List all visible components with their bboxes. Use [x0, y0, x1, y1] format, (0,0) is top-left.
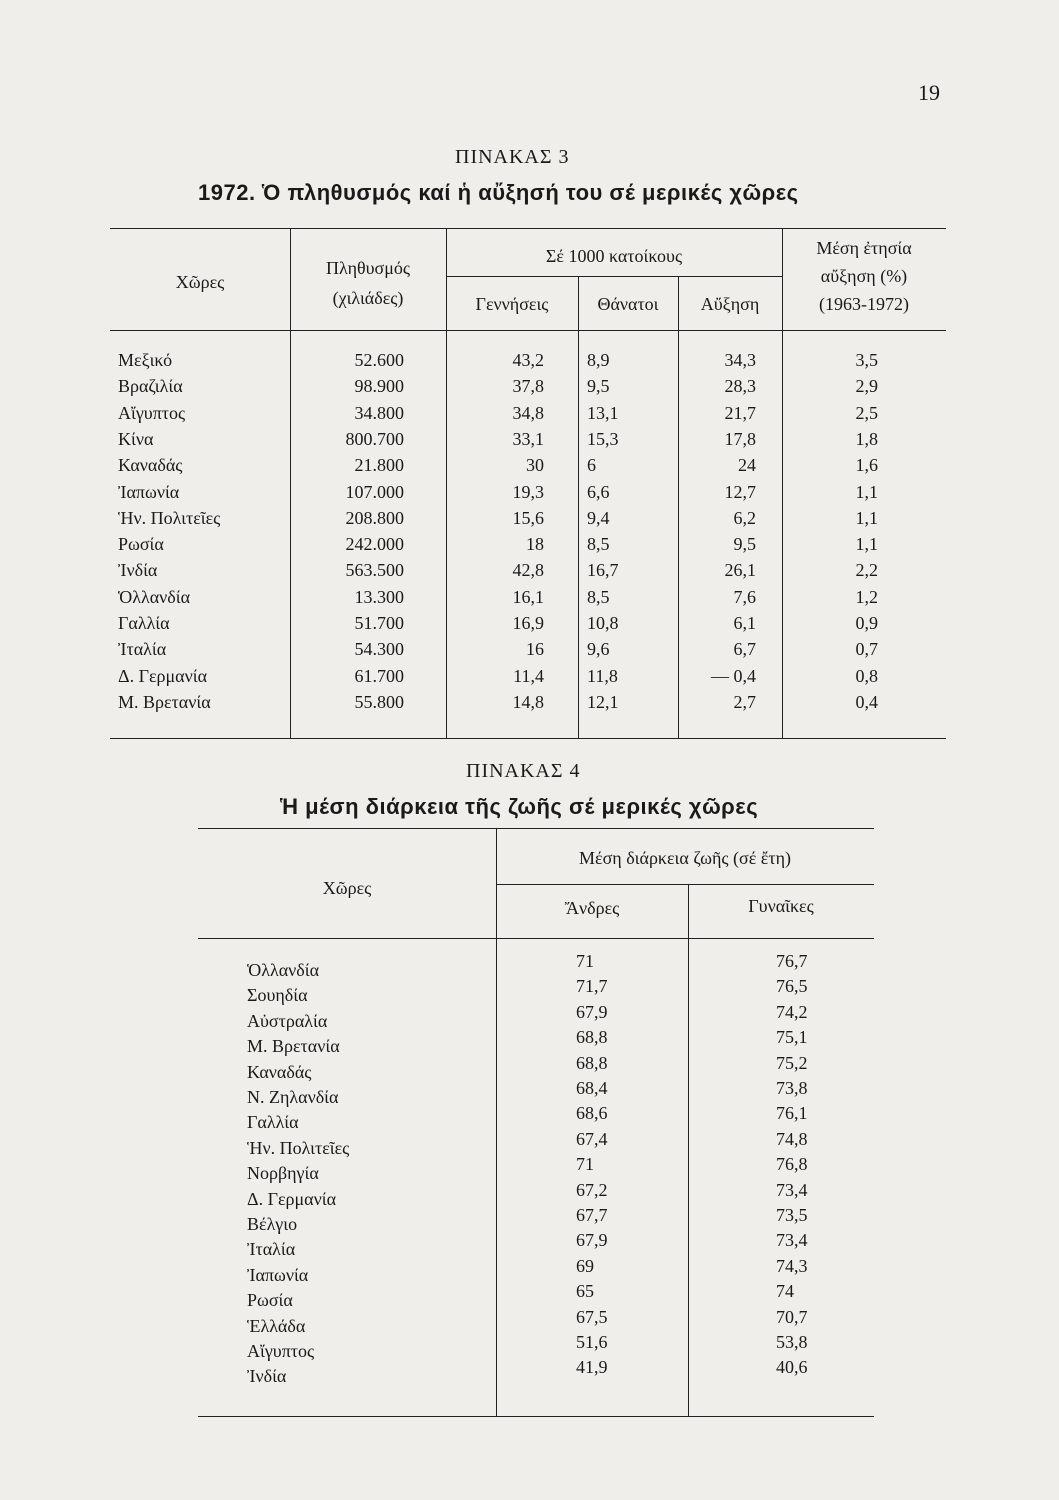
table3-country: Ἡν. Πολιτεῖες — [118, 507, 221, 528]
table4-women: 73,8 — [776, 1078, 808, 1098]
table3-population: 800.700 — [345, 428, 404, 449]
table3-country: Κίνα — [118, 428, 154, 449]
table4-men: 65 — [576, 1281, 594, 1302]
table3-births: 15,6 — [512, 507, 544, 528]
table3-vrule — [678, 276, 679, 738]
table3-growth: 6,7 — [733, 639, 756, 660]
table4-men: 67,9 — [576, 1230, 608, 1251]
table3-deaths: 6,6 — [587, 481, 610, 502]
table3-country: Μ. Βρετανία — [118, 691, 211, 712]
table3-births: 30 — [526, 455, 544, 476]
table4-men: 41,9 — [576, 1357, 608, 1378]
table4-women: 74,3 — [776, 1255, 808, 1276]
table3-annual: 0,4 — [855, 691, 878, 712]
table4-country: Ἡν. Πολιτεῖες — [247, 1137, 350, 1158]
table3-annual: 0,8 — [855, 665, 878, 686]
table3-col-annual-line2: αὔξηση (%) — [820, 266, 908, 286]
table4-men: 71,7 — [576, 976, 608, 997]
table3-deaths: 10,8 — [587, 613, 619, 633]
table3-annual: 1,6 — [855, 455, 878, 476]
table4-top-rule — [198, 828, 874, 829]
table4-title: Ἡ μέση διάρκεια τῆς ζωῆς σέ μερικές χῶρες — [280, 794, 759, 819]
table4-country: Ὁλλανδία — [247, 960, 320, 980]
table3-growth: 26,1 — [724, 560, 756, 581]
table3-annual: 3,5 — [855, 350, 878, 370]
table3-deaths: 6 — [587, 455, 596, 476]
table3-country: Βραζιλία — [118, 376, 183, 397]
table4-group-rule — [496, 884, 874, 885]
table3-deaths: 16,7 — [587, 560, 619, 581]
table3-births: 37,8 — [512, 376, 544, 397]
table4-men: 68,8 — [576, 1027, 608, 1048]
table4-women: 73,5 — [776, 1205, 808, 1225]
table3-title: 1972. Ὁ πληθυσμός καί ἡ αὔξησή του σέ μερικές χῶρες — [198, 180, 799, 205]
table3-annual: 1,1 — [855, 507, 878, 528]
table3-country: Γαλλία — [118, 613, 170, 633]
table4-country: Γαλλία — [247, 1112, 299, 1133]
table3-population: 61.700 — [354, 665, 404, 686]
table4-country: Ἑλλάδα — [247, 1315, 306, 1336]
table4-women: 76,8 — [776, 1154, 808, 1175]
table4-country: Αὐστραλία — [247, 1010, 328, 1031]
table3-annual: 1,8 — [855, 428, 878, 449]
table4-vrule — [688, 884, 689, 1416]
table3-header-rule — [110, 330, 946, 331]
table4-col-women: Γυναῖκες — [748, 896, 814, 916]
table3-deaths: 9,5 — [587, 376, 610, 397]
table3-births: 16 — [526, 639, 544, 660]
table3-col-annual-years: (1963-1972) — [819, 294, 909, 314]
table3-country: Ὁλλανδία — [118, 586, 191, 607]
table3-population: 98.900 — [354, 376, 404, 397]
table3-deaths: 8,9 — [587, 350, 610, 370]
table4-men: 68,4 — [576, 1078, 608, 1098]
table4-country: Δ. Γερμανία — [247, 1188, 337, 1209]
table3-col-growth: Αὔξηση — [700, 294, 760, 314]
table3-top-rule — [110, 228, 946, 229]
table3-growth: 6,2 — [733, 507, 756, 528]
table3-deaths: 9,4 — [587, 507, 610, 528]
table4-men: 67,9 — [576, 1001, 608, 1022]
table3-heading: ΠΙΝΑΚΑΣ 3 — [455, 146, 570, 168]
table3-annual: 1,2 — [855, 586, 878, 607]
table3-growth: 28,3 — [724, 376, 756, 397]
table3-col-annual: Μέση ἐτησία — [816, 238, 912, 258]
table3-col-population-unit: (χιλιάδες) — [332, 288, 404, 308]
table3-country: Δ. Γερμανία — [118, 665, 208, 686]
table4-country: Ἰαπωνία — [247, 1264, 309, 1285]
table3-growth: — 0,4 — [711, 665, 756, 686]
table4-country: Αἴγυπτος — [247, 1341, 315, 1361]
table3-growth: 34,3 — [724, 350, 756, 370]
table3-births: 43,2 — [512, 350, 544, 370]
table4-women: 53,8 — [776, 1332, 808, 1352]
table4-women: 74 — [776, 1281, 794, 1302]
table3-group-per-1000: Σέ 1000 κατοίκους — [545, 246, 683, 266]
table3-births: 16,9 — [512, 613, 544, 633]
table3-population: 107.000 — [345, 481, 404, 502]
table4-country: Ἰταλία — [247, 1239, 296, 1260]
table3-births: 33,1 — [512, 428, 544, 449]
table3-population: 242.000 — [345, 534, 404, 555]
table4-country: Βέλγιο — [247, 1214, 298, 1234]
table4-men: 67,7 — [576, 1205, 608, 1225]
table3-population: 34.800 — [354, 402, 404, 423]
table4-men: 71 — [576, 951, 594, 971]
table3-country: Καναδάς — [118, 455, 183, 476]
table3-births: 16,1 — [512, 586, 544, 607]
table3-country: Αἴγυπτος — [118, 402, 186, 423]
table4-men: 67,5 — [576, 1306, 608, 1327]
table4-men: 68,6 — [576, 1103, 608, 1124]
table3-population: 208.800 — [345, 507, 404, 528]
table3-population: 21.800 — [354, 455, 404, 476]
table3-col-births: Γεννήσεις — [475, 294, 549, 314]
table3-population: 55.800 — [354, 691, 404, 712]
table4-women: 74,8 — [776, 1128, 808, 1149]
table4-women: 75,2 — [776, 1052, 808, 1073]
table3-country: Ἰταλία — [118, 639, 167, 660]
table4-col-men: Ἄνδρες — [564, 898, 620, 918]
table3-annual: 1,1 — [855, 534, 878, 555]
table4-country: Ἰνδία — [247, 1366, 287, 1387]
table4-country: Σουηδία — [247, 985, 308, 1006]
table3-col-population: Πληθυσμός — [326, 258, 410, 278]
table4-men: 51,6 — [576, 1332, 608, 1352]
table4-country: Ρωσία — [247, 1290, 293, 1311]
table3-births: 14,8 — [512, 691, 544, 712]
table3-growth: 21,7 — [724, 402, 756, 423]
table4-header-rule — [198, 938, 874, 939]
table3-births: 19,3 — [512, 481, 544, 502]
table3-deaths: 15,3 — [587, 428, 619, 449]
table4-bottom-rule — [198, 1416, 874, 1417]
table3-population: 51.700 — [354, 613, 404, 633]
table4-country: Μ. Βρετανία — [247, 1036, 340, 1057]
table3-deaths: 9,6 — [587, 639, 610, 660]
table4-country: Ν. Ζηλανδία — [247, 1087, 339, 1107]
table4-men: 71 — [576, 1154, 594, 1175]
table4-women: 76,7 — [776, 951, 808, 971]
table3-country: Ἰαπωνία — [118, 481, 180, 502]
table3-annual: 2,5 — [855, 402, 878, 423]
table3-births: 11,4 — [513, 665, 544, 686]
table3-deaths: 8,5 — [587, 534, 610, 555]
table3-annual: 2,9 — [855, 376, 878, 397]
table4-men: 68,8 — [576, 1052, 608, 1073]
table3-growth: 12,7 — [724, 481, 756, 502]
table3-vrule — [578, 276, 579, 738]
table3-bottom-rule — [110, 738, 946, 739]
table3-deaths: 8,5 — [587, 586, 610, 607]
table3-growth: 7,6 — [733, 586, 756, 607]
table4-heading: ΠΙΝΑΚΑΣ 4 — [466, 760, 581, 782]
table4-women: 75,1 — [776, 1027, 808, 1048]
table3-annual: 0,9 — [855, 613, 878, 633]
table4-col-countries: Χῶρες — [322, 878, 372, 898]
table3-growth: 24 — [738, 455, 756, 476]
table3-deaths: 11,8 — [587, 665, 618, 686]
table4-country: Καναδάς — [247, 1061, 312, 1082]
table3-deaths: 12,1 — [587, 691, 619, 712]
table3-births: 34,8 — [512, 402, 544, 423]
table3-births: 42,8 — [512, 560, 544, 581]
table4-women: 70,7 — [776, 1306, 808, 1327]
table3-population: 563.500 — [345, 560, 404, 581]
table3-annual: 1,1 — [855, 481, 878, 502]
table4-women: 73,4 — [776, 1230, 808, 1251]
page-number: 19 — [918, 80, 940, 105]
table4-women: 76,1 — [776, 1103, 808, 1124]
table3-col-countries: Χῶρες — [175, 272, 225, 292]
table4-group-life: Μέση διάρκεια ζωῆς (σέ ἔτη) — [579, 848, 791, 868]
table3-growth: 2,7 — [733, 691, 756, 712]
table3-country: Μεξικό — [118, 350, 173, 370]
table3-country: Ἰνδία — [118, 560, 158, 581]
table3-annual: 0,7 — [855, 639, 878, 660]
table3-deaths: 13,1 — [587, 402, 619, 423]
table4-men: 67,2 — [576, 1179, 608, 1200]
table3-annual: 2,2 — [855, 560, 878, 581]
table4-women: 74,2 — [776, 1001, 808, 1022]
table4-women: 73,4 — [776, 1179, 808, 1200]
table3-growth: 6,1 — [733, 613, 756, 633]
table3-growth: 9,5 — [733, 534, 756, 555]
table3-births: 18 — [526, 534, 544, 555]
table3-population: 13.300 — [354, 586, 404, 607]
table3-col-deaths: Θάνατοι — [597, 294, 659, 314]
table4-men: 69 — [576, 1255, 594, 1276]
table4-country: Νορβηγία — [247, 1163, 319, 1184]
table4-women: 40,6 — [776, 1357, 808, 1378]
table4-men: 67,4 — [576, 1128, 608, 1149]
table4-women: 76,5 — [776, 976, 808, 997]
table3-country: Ρωσία — [118, 534, 164, 555]
table3-population: 54.300 — [354, 639, 404, 660]
table3-population: 52.600 — [354, 350, 404, 370]
table3-group-rule — [446, 276, 782, 277]
table3-growth: 17,8 — [724, 428, 756, 449]
